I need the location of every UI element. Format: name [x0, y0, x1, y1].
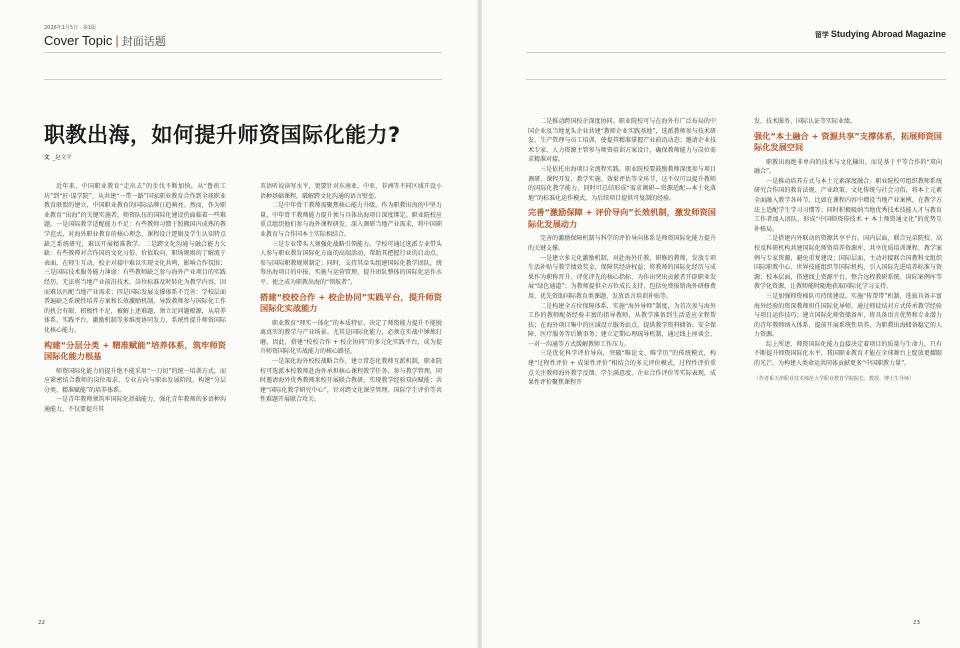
- magazine-title: [815, 29, 946, 40]
- paragraph: 三是加强师资梯队可持续建设。实施“传帮带”机制，选拔具备丰富海外经验的资深教师担任国际化导师，通过师徒结对方式传承教学经验与项目运作技巧；建立国际化师资储备库，将具备语言优势和专业潜力的青年教师纳入体系，提前开展系统性培养，为职教出海储备稳定的人力资源。: [754, 292, 942, 339]
- byline-author: _赵文平: [52, 155, 72, 161]
- paragraph: 二是构建全方位保障体系，实施“海外导师”制度，为首次参与海外工作的教师配备经验丰富的指导教师，从教学准备到生活适应全程帮扶；在海外项目集中的区域设立服务站点，提供教学资料储备、安全保障、医疗服务等后勤事务；建立定期心理疏导机制，通过线上座谈会、一对一沟通等方式缓解教师工作压力。: [528, 302, 716, 348]
- subheading: 构建“分层分类 + 精准赋能”培养体系，筑牢师资国际化能力根基: [44, 339, 226, 361]
- article-title: 职教出海，如何提升师资国际化能力?: [44, 123, 401, 147]
- section-label-en: Cover Topic: [44, 33, 113, 48]
- paragraph: 一是推动培养方式与本土元素深度融合。职业院校可组织教师系统研究合作国的教育法规、产业政策、文化传统与社会习俗，将本土元素全面融入教学各环节，比如在课程内容中增设当地产业案例、在教学方法上适配学生学习习惯等；同时积极吸纳当地优秀技术技能人才与教育工作者加入团队，形成“中国师资传技术 + 本土师资通文化”的优势互补格局。: [754, 177, 942, 233]
- page-number-right: 23: [913, 620, 920, 626]
- magazine-name: Studying Abroad Magazine: [830, 29, 946, 39]
- issue-date: 2026年1月5日 · 第1版: [44, 25, 97, 31]
- paragraph: 师资国际化能力的提升绝不能采用“一刀切”的统一培训方式，而应紧密结合教师的岗位需求、专业方向与职业发展阶段，构建“分层分类、精准赋能”的培养体系。: [44, 367, 226, 394]
- paragraph: 二是搭建内外联动的资源共享平台。国内层面，联合兄弟院校、高校及科研机构共建国际化师资培养资源库，共享优质培训课程、教学案例与专家资源，避免重复建设；国际层面，主动对接联合国教科文组织国际职教中心、世界技能组织等国际机构，引入国际先进培养标准与资源；校本层面，搭建线上资源平台，整合远程教研系统、国际案例库等教学化资源，让教师能时随地获取国际化学习支持。: [754, 235, 942, 291]
- left-page: [0, 0, 478, 648]
- header-rule: [526, 52, 946, 53]
- paragraph: 一是青年教师须筑牢国际化基础能力，强化青年教师的多语种沟通能力，不仅要提升其: [44, 396, 226, 413]
- paragraph: 近年来，中国职业教育“走出去”的步伐不断加快，从“鲁班工坊”到“匠·谋学院”，从共建“一带一路”国家职业教育合作到全球职业教育联盟的建立，中国职业教育的国际品牌日趋响亮。然而，作为职业教育“出海”的关键实施者，师资队伍的国际化建设仍面临着一些难题。一是国际教学适配能力不足：有些教师习惯于照搬国内成熟的教学范式，对海外职业教育的核心理念、课程设计逻辑及学生认知特点缺乏系统研究，难以开展精准教学。二是跨文化沟通与融合能力欠缺：有些教师对合作国的文化习俗、价值取向、职场规则的了解流于表面，在师生互动、校企对接中难以实现文化共鸣，影响合作氛围；三是国际技术服务能力薄弱：有些教师缺乏参与海外产业项目的实践经历，无法将当地产业前沿技术、岗位标准及时转化为教学内容，因而难以匹配当地产业需求；四是国际发展支撑体系不完善：学校层面普遍缺乏系统性培养方案和长效激励机制，导致教师参与国际化工作的机会有限、积极性不足，被解上述难题，须立足问题根源，从培养体系、实践平台、激励机制等多维度协同发力，系统性提升师资国际化核心能力。: [44, 183, 226, 334]
- paragraph: 完善的激励保障机制与科学的评价导向体系是师资国际化能力提升的关键支撑。: [528, 235, 716, 252]
- paragraph: 三是专业带头人须强化战略引领能力。学校可通过选派专业带头人参与职业教育国际化方面的高端活动，帮助其把握行业的启动点，参与国际职教规则制定；同时，支持其牵头组建国际化教学团队，统筹出海项目的申报、实施与运营管理，提升团队整体的国际化运作水平，使之成为职教出海的“领航者”。: [260, 240, 442, 286]
- magazine-logo: 留学: [814, 32, 829, 39]
- page-number-left: 22: [38, 620, 45, 626]
- left-column-2: [260, 182, 442, 612]
- header-rule: [44, 52, 442, 53]
- author-note: （作者系天津职业技术师范大学职业教育学院院长、教授、博士生导师）: [754, 375, 915, 382]
- paragraph: 职教出海绝非单向的技术与文化输出，而是基于平等合作的“双向融合”。: [754, 158, 942, 176]
- paragraph: 综上所述，师资国际化能力直接决定着项目的质量与生命力，只有不断提升师资国际化水平，我国职业教育才能在全球舞台上绽放更耀眼的光芒，为构建人类命运共同体贡献更多“中国职教力量”。: [754, 340, 942, 368]
- right-column-2: [754, 117, 942, 612]
- subheading: 搭建“校校合作 + 校企协同”实践平台，提升师资国际化实战能力: [260, 291, 442, 314]
- paragraph: 三是依托出海项目全流程实践。职业院校要鼓励教师深度参与项目调研、课程开发、教学实施、效果评估等全环节，这不仅可以提升教师的国际化教学能力，同时可总结形成“需求调研—资源适配—本土化落地”的标准化运作模式，为后续项目提供可复制的经验。: [528, 165, 716, 202]
- paragraph: 职业教育“理实一体化”的本质特征，决定了师资能力提升不能脱离真实的教学与产业场景。尤其是国际化能力，必须在实战中锤炼打磨。因此，搭建“校校合作 + 校企协同”的多元化实践平台，成为提升师资国际化实战能力的核心路径。: [260, 319, 442, 356]
- paragraph: 三是优化科学评价导向，突破“唯论文、唯学历”的传统模式，构建“过程性评价 + 成果性评价”相结合的多元评价模式，过程性评价重点关注教师海外教学反馈、学生满意度、企业合作评价等实际表现，成果性评价聚焦课程开: [528, 350, 716, 387]
- header-rule-secondary: [44, 79, 442, 80]
- section-label-zh: 封面话题: [121, 36, 166, 48]
- paragraph: 一是深化海外校校战略合作，建立常态化教师互派机制，职业院校可选派本校教师赴海外承担核心课程教学任务，参与教学管理，同时邀请海外优秀教师来校开展联合教研，实现教学经验双向赋能；共建“国际化教学研究中心”，针对跨文化课堂管理、国际学生评价等共性难题开展联合攻关。: [260, 357, 442, 404]
- right-page: [482, 0, 960, 648]
- left-column-1: [44, 182, 226, 612]
- section-label: [44, 33, 166, 49]
- paragraph: 二是推动跨国校企深度协同。职业院校可与在海外有广泛布局的中国企业及当地龙头企业共建“教师企业实践基地”，选派教师参与技术研发、生产管理与员工培训，使提其精准掌握产业前沿动态；邀请企业技术专家、人力资源主管参与师资培训方案设计，确保教师能力与岗位需求精准对接。: [528, 118, 716, 164]
- subheading: 完善“激励保障 + 评价导向”长效机制，激发师资国际化发展动力: [528, 207, 716, 229]
- right-column-1: [528, 117, 716, 612]
- byline-label: 文: [44, 155, 50, 161]
- paragraph: 英语听说读写水平，更要针对东南亚、中亚、非洲等不同区域开设小语种基础课程，破解跨文化沟通的语言壁垒。: [260, 183, 442, 200]
- header-rule-secondary: [526, 79, 946, 80]
- paragraph: 二是中年骨干教师需聚焦核心能力升级。作为职教出海的中坚力量，中年骨干教师能力提升须与具体出海项目深度绑定。职业院校应重点组织他们参与海外课程研发，深入调研当地产业需求，将中国职业教育与合作国本土实际相结合。: [260, 202, 442, 238]
- subheading: 强化“本土融合 + 资源共享”支撑体系，拓展师资国际化发展空间: [754, 130, 942, 153]
- section-separator: |: [115, 33, 119, 48]
- byline: [44, 153, 72, 161]
- paragraph: 发、技术服务、国际认证等实际业绩。: [754, 118, 857, 125]
- paragraph: 一是建立多元化激励机制，对赴海外任教、研修的教师，发放专项生活补贴与教学绩效奖金，保障其经济权益；将教师的国际化经历与成果作为职称晋升、评优评先的核心指标，为作出突出贡献者开辟职业发展“绿色通道”；为教师提供全方位成长支持，包括免费报销海外研修费用、优先资助国际教育类课题、发放语言培训补贴等。: [528, 254, 716, 300]
